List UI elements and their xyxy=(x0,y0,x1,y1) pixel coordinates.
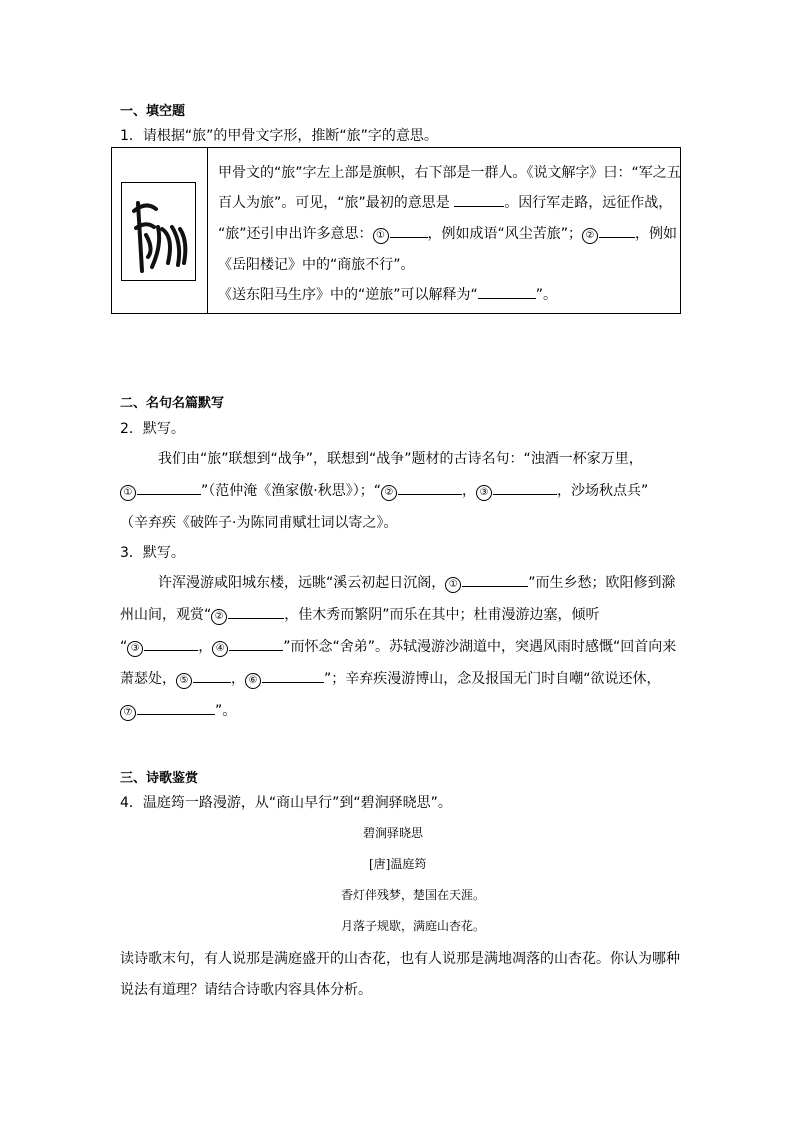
section2-heading: 二、名句名篇默写 xyxy=(120,396,225,411)
q2-l2-comma: ， xyxy=(461,483,476,499)
q1-prompt: 1．请根据“旅”的甲骨文字形，推断“旅”字的意思。 xyxy=(120,128,438,144)
circled-number-3: ③ xyxy=(476,485,492,501)
oracle-bone-lv-icon xyxy=(122,183,195,280)
q4-question-line-1: 读诗歌末句，有人说那是满庭盛开的山杏花，也有人说那是满地凋落的山杏花。你认为哪种 xyxy=(120,951,680,967)
poem-title: 碧涧驿晓思 xyxy=(363,826,424,840)
q1-table xyxy=(111,147,681,314)
table-divider xyxy=(207,148,208,313)
circled-number-6: ⑥ xyxy=(245,673,261,689)
q2-blank-1[interactable] xyxy=(137,480,201,495)
q2-title: 2．默写。 xyxy=(120,421,185,437)
q4-title: 4．温庭筠一路漫游，从“商山早行”到“碧涧驿晓思”。 xyxy=(120,795,452,811)
q3-l3-comma: ， xyxy=(198,639,213,655)
q3-l1-text: 许浑漫游咸阳城东楼，远眺“溪云初起日沉阁， xyxy=(158,575,446,591)
circled-number-7: ⑦ xyxy=(120,705,136,721)
blank-meaning-1[interactable] xyxy=(390,223,428,238)
poem-line-1: 香灯伴残梦，楚国在天涯。 xyxy=(341,888,486,902)
q2-l2-text: ”（范仲淹《渔家傲·秋思》）；“ xyxy=(201,483,381,499)
circled-number-2: ② xyxy=(381,485,397,501)
q2-line-2 xyxy=(120,480,648,501)
circled-number-2: ② xyxy=(211,609,227,625)
q3-line-4 xyxy=(120,668,661,689)
q3-title: 3．默写。 xyxy=(120,545,185,561)
q3-l2-text: 州山间，观赏“ xyxy=(120,607,212,623)
q1-l5-text-end: ”。 xyxy=(535,287,558,303)
q1-l2-text: 百人为旅”。可见，“旅”最初的意思是 xyxy=(218,195,455,211)
q3-l1-end: ”而生乡愁；欧阳修到滁 xyxy=(528,575,676,591)
q3-line-5 xyxy=(120,700,236,721)
blank-meaning-2[interactable] xyxy=(599,223,635,238)
circled-number-1: ① xyxy=(445,577,461,593)
q1-l5-text: 《送东阳马生序》中的“逆旅”可以解释为“ xyxy=(218,287,478,303)
oracle-bone-character-image xyxy=(121,182,196,281)
q2-line-3: （辛弃疾《破阵子·为陈同甫赋壮词以寄之》。 xyxy=(120,515,398,531)
q2-blank-3[interactable] xyxy=(493,480,557,495)
circled-number-1: ① xyxy=(120,485,136,501)
q3-blank-4[interactable] xyxy=(229,636,283,651)
q1-text-line-4: 《岳阳楼记》中的“商旅不行”。 xyxy=(218,257,415,273)
q2-line-1: 我们由“旅”联想到“战争”，联想到“战争”题材的古诗名句：“浊酒一杯家万里， xyxy=(158,451,643,467)
q3-line-3 xyxy=(120,636,676,657)
circled-number-4: ④ xyxy=(212,641,228,657)
q3-l5-end: ”。 xyxy=(215,703,237,719)
q1-text-line-3 xyxy=(218,223,677,244)
q3-l4-comma: ， xyxy=(231,671,245,687)
circled-number-5: ⑤ xyxy=(176,673,192,689)
q3-blank-3[interactable] xyxy=(144,636,198,651)
q3-line-2 xyxy=(120,604,600,625)
q1-l2-text-end: 。因行军走路，远征作战， xyxy=(504,195,673,211)
q3-blank-7[interactable] xyxy=(137,700,215,715)
q3-l3-quote: “ xyxy=(120,639,128,655)
q3-l2-end: ，佳木秀而繁阴”而乐在其中；杜甫漫游边塞，倾听 xyxy=(284,607,600,623)
q1-text-line-5 xyxy=(218,284,557,304)
q3-blank-1[interactable] xyxy=(462,572,528,587)
q3-l3-end: ”而怀念“舍弟”。苏轼漫游沙湖道中，突遇风雨时感慨“回首向来 xyxy=(283,639,677,655)
q2-l2-end: ，沙场秋点兵” xyxy=(556,483,649,499)
section1-heading: 一、填空题 xyxy=(120,104,186,119)
q1-text-line-2 xyxy=(218,192,672,212)
poem-line-2: 月落子规歇，满庭山杏花。 xyxy=(341,919,486,933)
q3-blank-2[interactable] xyxy=(228,604,284,619)
q3-l4-end: ”；辛弃疾漫游博山，念及报国无门时自嘲“欲说还休， xyxy=(324,671,661,687)
q3-line-1 xyxy=(158,572,676,593)
q3-l4-text: 萧瑟处， xyxy=(120,671,176,687)
blank-original-meaning[interactable] xyxy=(454,192,504,207)
blank-nilv-meaning[interactable] xyxy=(478,284,536,299)
q3-blank-6[interactable] xyxy=(262,668,324,683)
section3-heading: 三、诗歌鉴赏 xyxy=(120,771,199,786)
q1-text-line-1: 甲骨文的“旅”字左上部是旗帜，右下部是一群人。《说文解字》曰：“军之五 xyxy=(218,165,681,181)
q3-blank-5[interactable] xyxy=(193,668,231,683)
circled-number-1: ① xyxy=(373,228,389,244)
circled-number-3: ③ xyxy=(127,641,143,657)
circled-number-2: ② xyxy=(582,228,598,244)
q1-l3-text: “旅”还引申出许多意思： xyxy=(218,226,373,242)
poem-author: [唐]温庭筠 xyxy=(369,857,427,871)
q1-l3-text-end: ，例如 xyxy=(635,226,678,242)
q2-blank-2[interactable] xyxy=(398,480,462,495)
q1-l3-text-mid: ，例如成语“风尘苦旅”； xyxy=(427,226,583,242)
q4-question-line-2: 说法有道理？请结合诗歌内容具体分析。 xyxy=(120,982,372,998)
